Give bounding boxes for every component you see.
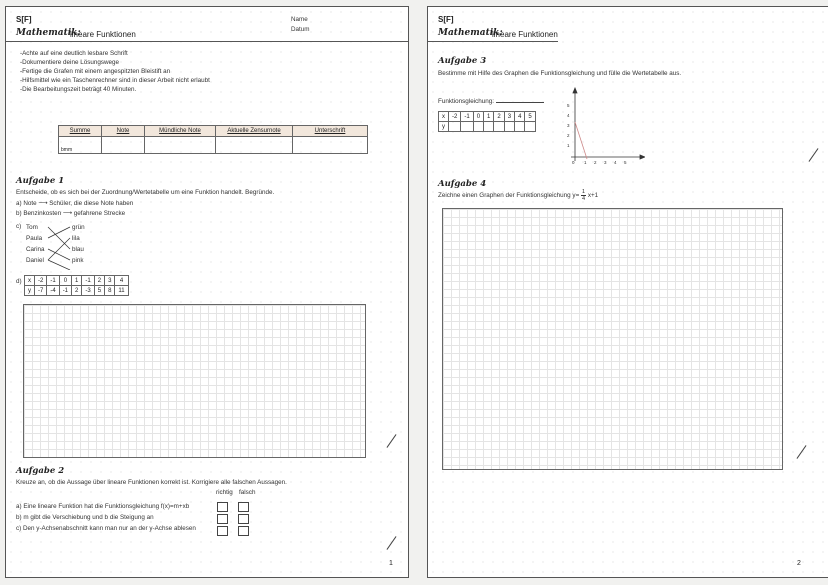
table-cell: 2: [494, 112, 504, 122]
table-cell: 1: [72, 276, 82, 286]
table-cell: -1: [47, 276, 59, 286]
grade-cell[interactable]: [293, 137, 368, 154]
task1-c-prefix: c): [16, 223, 22, 230]
col-false-label: falsch: [239, 489, 256, 496]
x-tick: 2: [594, 160, 597, 165]
y-tick: 5: [567, 103, 570, 108]
grade-cell[interactable]: [145, 137, 216, 154]
table-cell[interactable]: [484, 122, 494, 132]
task1-b-suffix: gefahrene Strecke: [73, 210, 126, 217]
table-cell[interactable]: [473, 122, 483, 132]
eq-label: Funktionsgleichung:: [438, 98, 495, 105]
arrow-icon: ⟶: [62, 210, 72, 217]
fraction: [581, 189, 586, 202]
score-slash: [387, 536, 397, 550]
task4-answer-grid[interactable]: [442, 208, 783, 470]
task4-prompt: [438, 189, 598, 202]
table-cell: 1: [484, 112, 494, 122]
table-cell: 2: [72, 286, 82, 296]
task3-eq: [438, 97, 544, 106]
task1-title: Aufgabe 1: [16, 176, 65, 186]
x-tick: 4: [614, 160, 617, 165]
mapping-right: [72, 222, 85, 266]
table-cell[interactable]: [494, 122, 504, 132]
checkbox-true-b[interactable]: [217, 514, 228, 524]
date-label: Datum: [291, 26, 310, 33]
x-tick: 5: [624, 160, 627, 165]
statement: c) Den y-Achsenabschnitt kann man nur an der y-Achse ablesen: [16, 525, 196, 532]
topic-title: lineare Funktionen: [492, 30, 558, 39]
table-cell: y: [439, 122, 449, 132]
checkbox-true-c[interactable]: [217, 526, 228, 536]
fraction-numerator: 1: [582, 189, 586, 195]
col-true-label: richtig: [216, 489, 233, 496]
subject-title: Mathematik:: [438, 28, 503, 38]
table-cell: y: [25, 286, 35, 296]
table-cell[interactable]: [525, 122, 535, 132]
table-cell: -3: [82, 286, 94, 296]
task4-title: Aufgabe 4: [438, 179, 487, 189]
graph-line: [575, 122, 587, 159]
task3-value-table: [438, 111, 536, 132]
mapping-name: Paula: [26, 235, 43, 242]
table-cell: -4: [47, 286, 59, 296]
table-cell: 4: [115, 276, 128, 286]
checkbox-false-c[interactable]: [238, 526, 249, 536]
grade-header: Mündliche Note: [145, 126, 216, 137]
table-cell: 11: [115, 286, 128, 296]
table-cell: x: [25, 276, 35, 286]
rule-item: -Dokumentiere deine Lösungswege: [20, 59, 120, 66]
eq-answer-line[interactable]: [496, 102, 544, 103]
checkbox-false-b[interactable]: [238, 514, 249, 524]
table-cell[interactable]: [461, 122, 473, 132]
checkbox-false-a[interactable]: [238, 502, 249, 512]
rule-item: -Die Bearbeitungszeit beträgt 40 Minuten.: [20, 86, 137, 93]
task2-prompt: Kreuze an, ob die Aussage über lineare Funktionen korrekt ist. Korrigiere alle falschen Aussagen.: [16, 479, 287, 486]
mapping-color: grün: [72, 224, 85, 231]
header-rule: [428, 41, 558, 42]
table-cell: -7: [35, 286, 47, 296]
mapping-name: Daniel: [26, 257, 44, 264]
statement: b) m gibt die Verschiebung und b die Steigung an: [16, 514, 154, 521]
rules-list: [20, 49, 210, 94]
score-slash: [797, 445, 807, 459]
task4-prompt-pre: Zeichne einen Graphen der Funktionsgleichung y=: [438, 192, 580, 200]
mapping-color: blau: [72, 246, 84, 253]
page-1: [5, 6, 409, 578]
name-label: Name: [291, 16, 308, 23]
table-cell: -2: [35, 276, 47, 286]
task3-title: Aufgabe 3: [438, 56, 487, 66]
table-cell[interactable]: [504, 122, 514, 132]
page-2: [427, 6, 828, 578]
table-cell: 3: [504, 112, 514, 122]
grade-cell[interactable]: bmm: [59, 137, 102, 154]
table-cell: 8: [105, 286, 115, 296]
page-tag: S[F]: [438, 15, 454, 24]
page-number: 1: [389, 560, 393, 567]
task1-d-prefix: d): [16, 278, 22, 285]
header-rule: [6, 41, 408, 42]
mapping-name: Carina: [26, 246, 45, 253]
task1-b-prefix: b) Benzinkosten: [16, 210, 62, 217]
task2-statements: [16, 501, 196, 534]
task3-prompt: Bestimme mit Hilfe des Graphen die Funktionsgleichung und fülle die Wertetabelle aus.: [438, 70, 682, 77]
grade-header: Unterschrift: [293, 126, 368, 137]
arrow-icon: ⟶: [38, 200, 48, 207]
grade-table: [58, 125, 368, 154]
table-cell: 5: [94, 286, 104, 296]
score-slash: [809, 148, 819, 162]
task1-prompt: Entscheide, ob es sich bei der Zuordnung/Wertetabelle um eine Funktion handelt. Begründe.: [16, 189, 275, 196]
table-cell: 3: [105, 276, 115, 286]
rule-item: -Hilfsmittel wie ein Taschenrechner sind in dieser Arbeit nicht erlaubt: [20, 77, 210, 84]
table-cell: -1: [461, 112, 473, 122]
task1-a-suffix: Schüler, die diese Note haben: [49, 200, 134, 207]
mapping-left: [26, 222, 45, 266]
task2-title: Aufgabe 2: [16, 466, 65, 476]
y-tick: 3: [567, 123, 570, 128]
task4-prompt-post: x+1: [587, 192, 599, 200]
task1-a-prefix: a) Note: [16, 200, 37, 207]
x-tick: 3: [604, 160, 607, 165]
grade-header: Aktuelle Zensurnote: [216, 126, 293, 137]
page-tag: S[F]: [16, 15, 32, 24]
task1-answer-grid[interactable]: [23, 304, 366, 458]
rule-item: -Fertige die Grafen mit einem angespitzten Bleistift an: [20, 68, 171, 75]
y-tick: 1: [567, 143, 570, 148]
topic-title: lineare Funktionen: [70, 30, 136, 39]
task1-a: [16, 199, 133, 208]
grade-header: Summe: [59, 126, 102, 137]
x-tick: 0: [572, 160, 575, 165]
grade-cell[interactable]: [102, 137, 145, 154]
mapping-color: pink: [72, 257, 84, 264]
table-cell: 5: [525, 112, 535, 122]
rule-item: -Achte auf eine deutlich lesbare Schrift: [20, 50, 128, 57]
fraction-denominator: 4: [582, 196, 586, 202]
table-cell: 0: [59, 276, 71, 286]
checkbox-true-a[interactable]: [217, 502, 228, 512]
table-cell[interactable]: [449, 122, 461, 132]
table-cell: 4: [515, 112, 525, 122]
table-cell: -1: [82, 276, 94, 286]
task1-value-table: [24, 275, 129, 296]
table-cell: 0: [473, 112, 483, 122]
grade-cell[interactable]: [216, 137, 293, 154]
y-tick: 2: [567, 133, 570, 138]
mapping-color: lila: [72, 235, 80, 242]
subject-title: Mathematik:: [16, 28, 81, 38]
table-cell: -1: [59, 286, 71, 296]
page-number: 2: [797, 560, 801, 567]
grade-header: Note: [102, 126, 145, 137]
y-tick: 4: [567, 113, 570, 118]
table-cell: -2: [449, 112, 461, 122]
task3-graph: [563, 87, 645, 167]
mapping-arrows: [46, 224, 72, 270]
task1-b: [16, 209, 125, 218]
table-cell: 2: [94, 276, 104, 286]
statement: a) Eine lineare Funktion hat die Funktionsgleichung f(x)=m+xb: [16, 503, 190, 510]
table-cell: x: [439, 112, 449, 122]
x-tick: 1: [584, 160, 587, 165]
table-cell[interactable]: [515, 122, 525, 132]
score-slash: [387, 434, 397, 448]
mapping-name: Tom: [26, 224, 38, 231]
